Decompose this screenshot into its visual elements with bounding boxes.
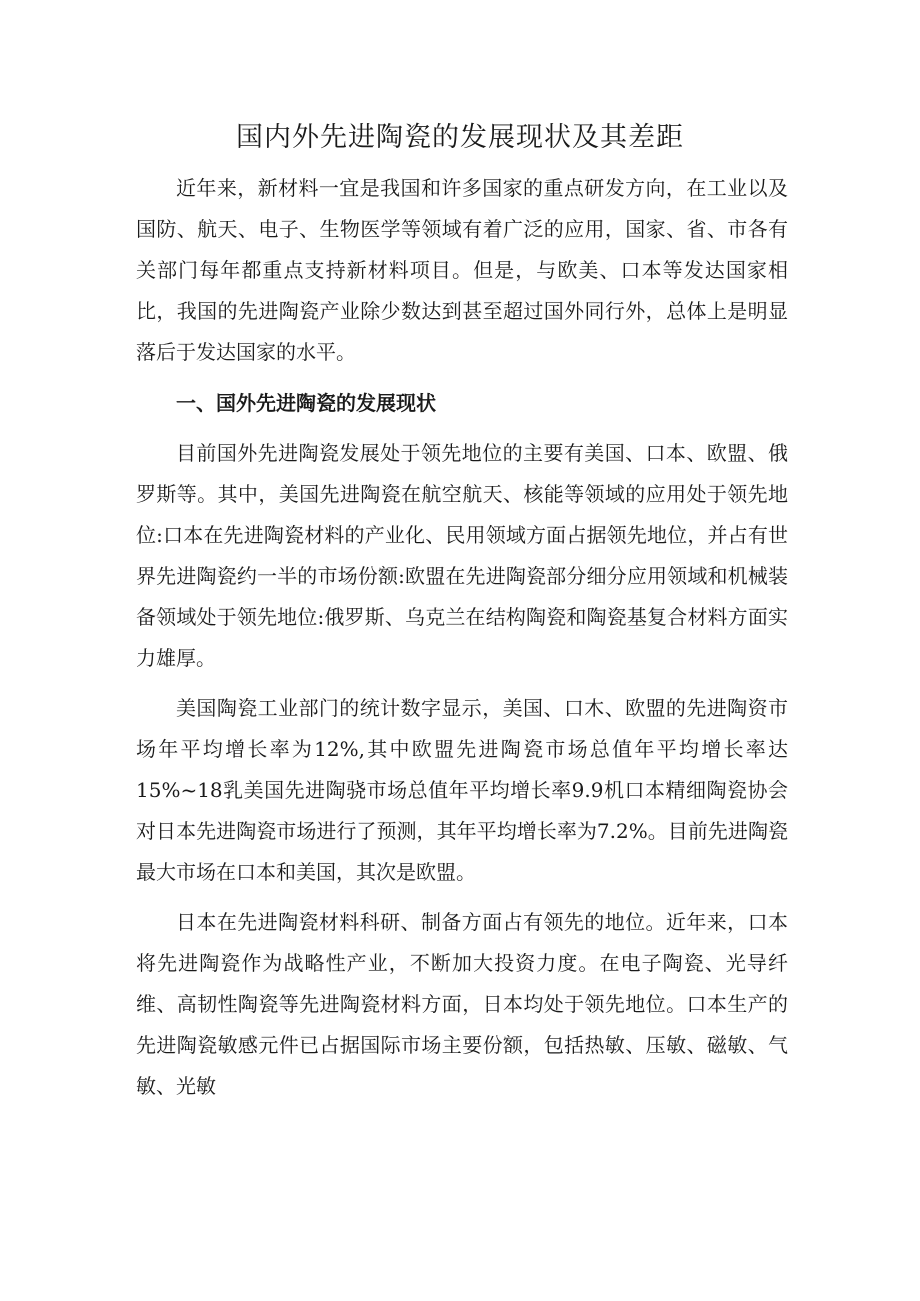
document-body [136,168,788,1107]
section1-paragraph-2: 美国陶瓷工业部门的统计数字显示，美国、口木、欧盟的先进陶资市场年平均增长率为12%,其中欧盟先进陶瓷市场总值年平均增长率达15%~18乳美国先进陶骁市场总值年平均增长率9.9机口本精细陶瓷协会对日本先进陶瓷市场进行了预测，其年平均增长率为7.2%。目前先进陶瓷最大市场在口本和美国，其次是欧盟。 [136,696,788,884]
document-title: 国内外先进陶瓷的发展现状及其差距 [236,122,684,153]
intro-paragraph: 近年来，新材料一宜是我国和许多国家的重点研发方向，在工业以及国防、航天、电子、生物医学等领域有着广泛的应用，国家、省、市各有关部门每年都重点支持新材料项目。但是，与欧美、口本等发达国家相比，我国的先进陶瓷产业除少数达到甚至超过国外同行外，总体上是明显落后于发达国家的水平。 [136,176,788,364]
section1-paragraph-1: 目前国外先进陶瓷发展处于领先地位的主要有美国、口本、欧盟、俄罗斯等。其中，美国先进陶瓷在航空航天、核能等领域的应用处于领先地位:口本在先进陶瓷材料的产业化、民用领域方面占据领先地位，并占有世界先进陶瓷约一半的市场份额:欧盟在先进陶瓷部分细分应用领域和机械装备领域处于领先地位:俄罗斯、乌克兰在结构陶瓷和陶瓷基复合材料方面实力雄厚。 [136,441,788,670]
section1-paragraph-3: 日本在先进陶瓷材料科研、制备方面占有领先的地位。近年来，口本将先进陶瓷作为战略性产业，不断加大投资力度。在电子陶瓷、光导纤维、高韧性陶瓷等先进陶瓷材料方面，日本均处于领先地位。口本生产的先进陶瓷敏感元件已占据国际市场主要份额，包括热敏、压敏、磁敏、气敏、光敏 [136,910,788,1098]
section-heading-1: 一、国外先进陶瓷的发展现状 [176,391,436,415]
